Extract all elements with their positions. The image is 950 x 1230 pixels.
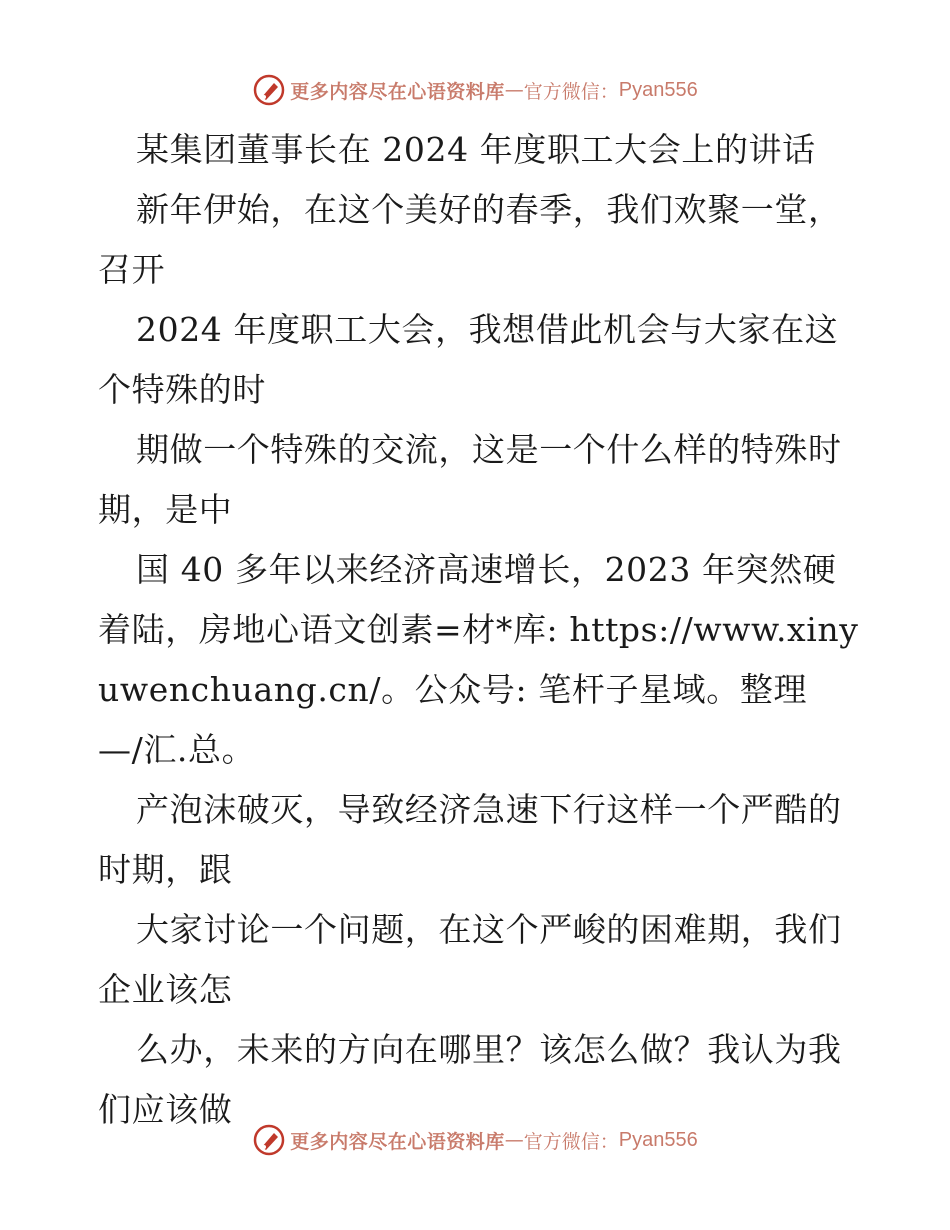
text-line: 期做一个特殊的交流，这是一个什么样的特殊时 [136,430,842,469]
text-line: 大家讨论一个问题，在这个严峻的困难期，我们 [136,910,842,949]
text-line: 个特殊的时 [98,370,266,409]
banner-wechat-id: Pyan556 [618,1128,698,1151]
text-line: 着陆，房地心语文创素=材*库: https://www.xiny [98,610,859,649]
text-line: 国 40 多年以来经济高速增长，2023 年突然硬 [136,550,837,589]
text-line: 2024 年度职工大会，我想借此机会与大家在这 [136,310,839,349]
text-line: —/汇.总。 [98,730,256,769]
pen-logo-icon [252,73,286,107]
text-line: 期，是中 [98,490,233,529]
text-line: 时期，跟 [98,850,233,889]
footer-banner [0,1120,950,1160]
document-title: 某集团董事长在 2024 年度职工大会上的讲话 [136,130,816,169]
text-line: 召开 [98,250,166,289]
banner-wechat-label: 官方微信： [523,80,619,103]
text-line: 企业该怎 [98,970,233,1009]
text-line: 么办，未来的方向在哪里？该怎么做？我认为我 [136,1030,842,1069]
text-line: 产泡沫破灭，导致经济急速下行这样一个严酷的 [136,790,842,829]
text-line: 们应该做 [98,1090,233,1129]
header-banner [0,70,950,110]
banner-title: 更多内容尽在心语资料库 [290,1130,505,1153]
banner-wechat-id: Pyan556 [618,78,698,101]
text-line: 新年伊始，在这个美好的春季，我们欢聚一堂， [136,190,842,229]
banner-wechat-label: 官方微信： [523,1130,619,1153]
document-body [98,120,858,1140]
pen-logo-icon [252,1123,286,1157]
text-line: uwenchuang.cn/。公众号: 笔杆子星域。整理 [98,670,808,709]
banner-dash: — [504,79,524,101]
banner-dash: — [504,1129,524,1151]
banner-title: 更多内容尽在心语资料库 [290,80,505,103]
